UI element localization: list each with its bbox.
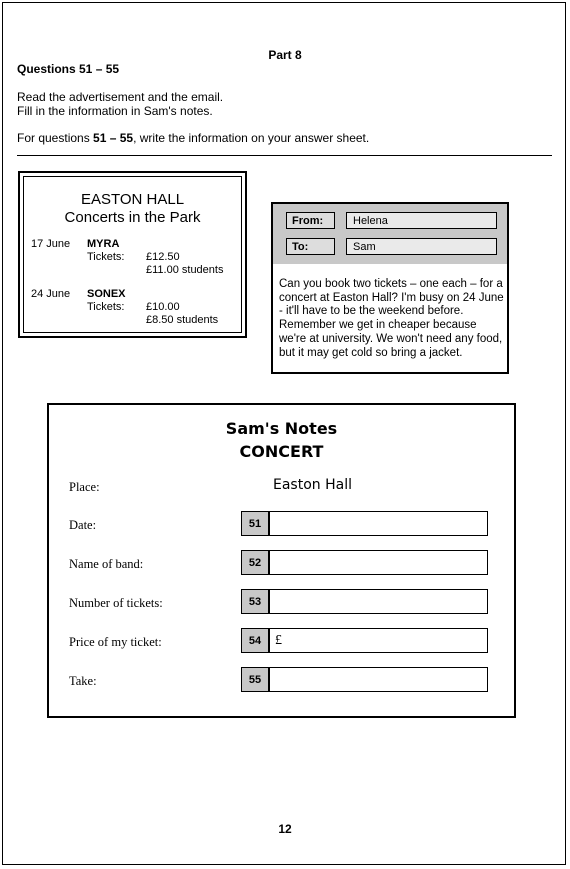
email-body: Can you book two tickets – one each – for a concert at Easton Hall? I'm busy on 24 June - it'll have to be the weekend before. Remember we get in cheaper because we're at university. We won't need any food, but it may get cold so bring a jacket. <box>279 278 504 359</box>
page-number: 12 <box>278 822 292 836</box>
answer-box-51[interactable] <box>269 511 488 536</box>
advertisement-inner-border <box>23 176 242 333</box>
answer-box-55[interactable] <box>269 667 488 692</box>
from-label: From: <box>286 212 335 229</box>
take-label: Take: <box>69 674 97 688</box>
concert-band: SONEX <box>87 288 126 300</box>
tickets-count-label: Number of tickets: <box>69 596 163 610</box>
advert-subtitle: Concerts in the Park <box>64 209 201 226</box>
answer-box-53[interactable] <box>269 589 488 614</box>
question-number: 55 <box>241 667 269 692</box>
answer-box-54[interactable]: £ <box>269 628 488 653</box>
date-label: Date: <box>69 518 97 532</box>
to-label: To: <box>286 238 335 255</box>
from-field: Helena <box>346 212 497 229</box>
instruction-line-1: Read the advertisement and the email. <box>17 90 224 104</box>
concert-date: 17 June <box>31 238 71 250</box>
concert-date: 24 June <box>31 288 71 300</box>
band-label: Name of band: <box>69 557 144 571</box>
tickets-label: Tickets: <box>87 301 125 313</box>
notes-title: Sam's Notes <box>225 419 338 438</box>
question-number: 52 <box>241 550 269 575</box>
student-price: £8.50 students <box>146 314 219 326</box>
sams-notes <box>47 403 516 718</box>
question-number: 54 <box>241 628 269 653</box>
ticket-price: £12.50 <box>146 251 180 263</box>
notes-subtitle: CONCERT <box>239 442 324 461</box>
concert-band: MYRA <box>87 238 120 250</box>
advert-title: EASTON HALL <box>80 191 185 208</box>
price-label: Price of my ticket: <box>69 635 162 649</box>
answer-box-52[interactable] <box>269 550 488 575</box>
ticket-price: £10.00 <box>146 301 180 313</box>
student-price: £11.00 students <box>146 264 224 276</box>
questions-heading: Questions 51 – 55 <box>17 62 120 76</box>
email-header <box>273 204 507 264</box>
tickets-label: Tickets: <box>87 251 125 263</box>
place-value: Easton Hall <box>273 477 352 493</box>
question-number: 53 <box>241 589 269 614</box>
part-heading: Part 8 <box>268 48 302 62</box>
place-label: Place: <box>69 480 100 494</box>
question-number: 51 <box>241 511 269 536</box>
answer-instruction: For questions 51 – 55, write the information on your answer sheet. <box>17 131 370 145</box>
divider <box>17 155 552 156</box>
email <box>271 202 509 374</box>
advertisement <box>18 171 247 338</box>
instruction-line-2: Fill in the information in Sam's notes. <box>17 104 213 118</box>
to-field: Sam <box>346 238 497 255</box>
